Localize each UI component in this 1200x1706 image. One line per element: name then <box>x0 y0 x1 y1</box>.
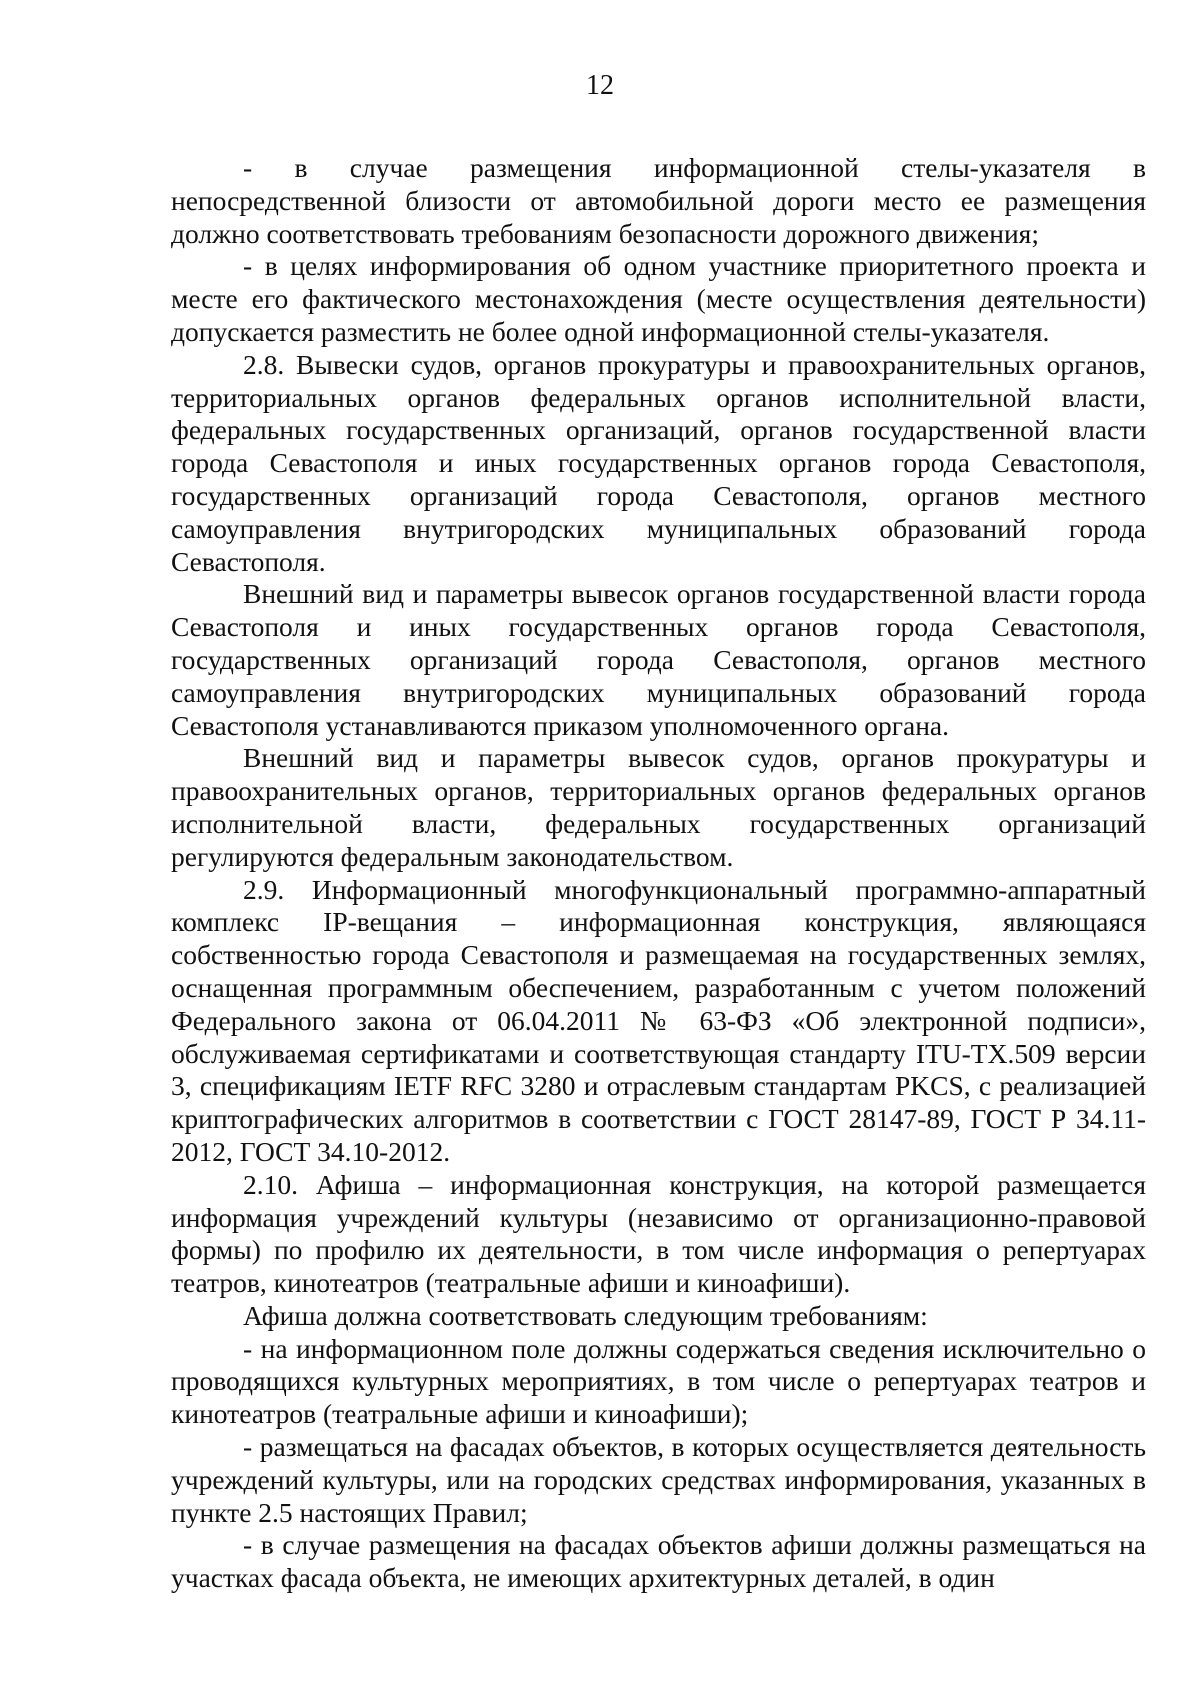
document-body <box>171 152 1146 1595</box>
paragraph-poster-facade: - в случае размещения на фасадах объектов афиши должны размещаться на участках фасада объекта, не имеющих архитектурных деталей, в один <box>171 1529 1146 1594</box>
paragraph-poster-requirements: Афиша должна соответствовать следующим требованиям: <box>243 1299 928 1331</box>
paragraph-poster-content: - на информационном поле должны содержаться сведения исключительно о проводящихся культурных мероприятиях, в том числе о репертуарах театров и кинотеатров (театральные афиши и киноафиши); <box>171 1332 1146 1430</box>
page-number: 12 <box>586 70 614 101</box>
paragraph-stela-road-safety: - в случае размещения информационной стелы-указателя в непосредственной близости от автомобильной дороги место ее размещения должно соответствовать требованиям безопасности дорожного движения; <box>171 152 1146 249</box>
paragraph-2-8: 2.8. Вывески судов, органов прокуратуры и правоохранительных органов, территориальных органов федеральных органов исполнительной власти, федеральных государственных организаций, органов государственной власти города Севастополя и иных государственных органов города Севастополя, государственных организаций города Севастополя, органов местного самоуправления внутригородских муниципальных образований города Севастополя. <box>171 348 1146 577</box>
paragraph-signage-appearance-federal: Внешний вид и параметры вывесок судов, органов прокуратуры и правоохранительных органов, территориальных органов федеральных органов исполнительной власти, федеральных государственных организаций регулируются федеральным законодательством. <box>171 742 1146 872</box>
paragraph-2-9: 2.9. Информационный многофункциональный программно-аппаратный комплекс IP-вещания – информационная конструкция, являющаяся собственностью города Севастополя и размещаемая на государственных землях, оснащенная программным обеспечением, разработанным с учетом положений Федерального закона от 06.04.2011 № 63-ФЗ «Об электронной подписи», обслуживаемая сертификатами и соответствующая стандарту ITU-TX.509 версии 3, спецификациям IETF RFC 3280 и отраслевым стандартам PKCS, с реализацией криптографических алгоритмов в соответствии с ГОСТ 28147-89, ГОСТ Р 34.11-2012, ГОСТ 34.10-2012. <box>171 873 1146 1167</box>
paragraph-2-10: 2.10. Афиша – информационная конструкция, на которой размещается информация учреждений культуры (независимо от организационно-правовой формы) по профилю их деятельности, в том числе информация о репертуарах театров, кинотеатров (театральные афиши и киноафиши). <box>171 1168 1146 1299</box>
paragraph-stela-single: - в целях информирования об одном участнике приоритетного проекта и месте его фактического местонахождения (месте осуществления деятельности) допускается разместить не более одной информационной стелы-указателя. <box>171 250 1146 347</box>
paragraph-signage-appearance-local: Внешний вид и параметры вывесок органов государственной власти города Севастополя и иных государственных органов города Севастополя, государственных организаций города Севастополя, органов местного самоуправления внутригородских муниципальных образований города Севастополя устанавливаются приказом уполномоченного органа. <box>171 578 1146 741</box>
paragraph-poster-placement: - размещаться на фасадах объектов, в которых осуществляется деятельность учреждений культуры, или на городских средствах информирования, указанных в пункте 2.5 настоящих Правил; <box>171 1431 1146 1528</box>
